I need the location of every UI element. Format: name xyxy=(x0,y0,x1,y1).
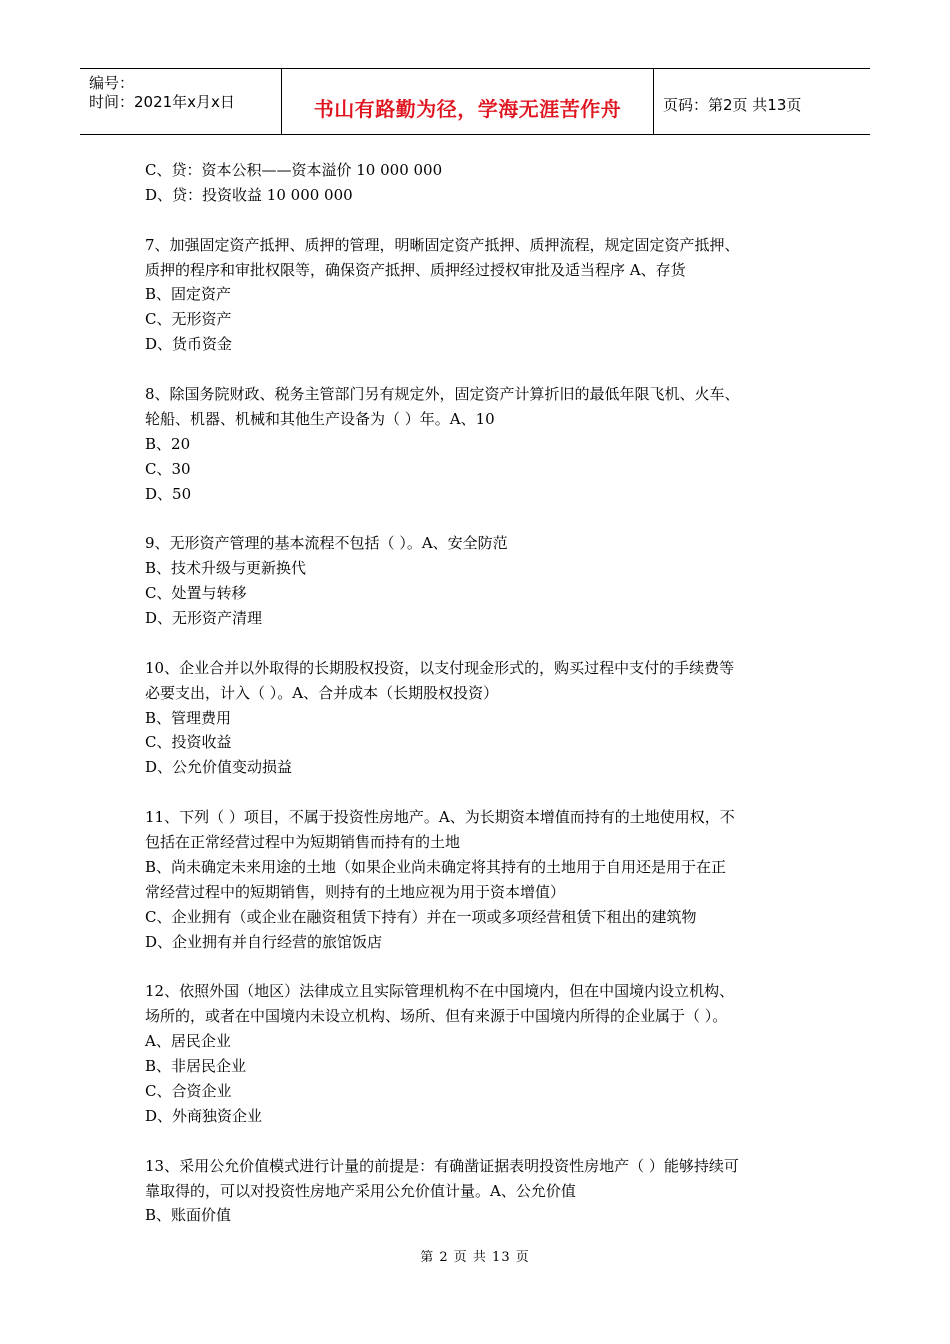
text-line: B、20 xyxy=(145,434,191,453)
paragraph-gap xyxy=(145,780,815,805)
paragraph-gap xyxy=(145,955,815,980)
text-line: D、企业拥有并自行经营的旅馆饭店 xyxy=(145,932,383,951)
text-line: D、贷：投资收益 10 000 000 xyxy=(145,185,353,204)
text-line: 7、加强固定资产抵押、质押的管理，明晰固定资产抵押、质押流程，规定固定资产抵押、 xyxy=(145,235,740,254)
text-line: 10、企业合并以外取得的长期股权投资，以支付现金形式的，购买过程中支付的手续费等 xyxy=(145,658,735,677)
text-line: C、投资收益 xyxy=(145,733,232,752)
paragraph-gap xyxy=(145,208,815,233)
number-label: 编号： xyxy=(89,74,135,92)
motto-text: 书山有路勤为径，学海无涯苦作舟 xyxy=(313,97,622,121)
text-line: 质押的程序和审批权限等，确保资产抵押、质押经过授权审批及适当程序 A、存货 xyxy=(145,260,686,279)
text-line: C、处置与转移 xyxy=(145,584,247,603)
text-line: 必要支出，计入（ ）。A、合并成本（长期股权投资） xyxy=(145,683,499,702)
text-line: D、公允价值变动损益 xyxy=(145,758,293,777)
header-motto-cell xyxy=(282,69,654,135)
page-header xyxy=(80,68,870,135)
text-line: B、技术升级与更新换代 xyxy=(145,559,307,578)
text-line: 场所的，或者在中国境内未设立机构、场所、但有来源于中国境内所得的企业属于（ ）。 xyxy=(145,1007,728,1026)
header-page-cell xyxy=(654,69,870,135)
text-line: D、外商独资企业 xyxy=(145,1106,263,1125)
text-line: 8、除国务院财政、税务主管部门另有规定外，固定资产计算折旧的最低年限飞机、火车、 xyxy=(145,385,740,404)
paragraph-gap xyxy=(145,1129,815,1154)
document-body xyxy=(145,158,815,1228)
page-number-label: 页码：第2页 共13页 xyxy=(663,96,802,114)
text-line: B、尚未确定未来用途的土地（如果企业尚未确定将其持有的土地用于自用还是用于在正 xyxy=(145,857,727,876)
text-line: D、货币资金 xyxy=(145,335,233,354)
text-line: C、无形资产 xyxy=(145,310,232,329)
text-line: C、合资企业 xyxy=(145,1081,232,1100)
text-line: 包括在正常经营过程中为短期销售而持有的土地 xyxy=(145,833,461,852)
paragraph-gap xyxy=(145,506,815,531)
text-line: A、居民企业 xyxy=(145,1032,231,1051)
text-line: B、账面价值 xyxy=(145,1206,232,1225)
text-line: C、30 xyxy=(145,459,191,478)
date-label: 时间：2021年x月x日 xyxy=(89,93,235,111)
page-footer: 第 2 页 共 13 页 xyxy=(420,1250,530,1265)
text-line: 靠取得的，可以对投资性房地产采用公允价值计量。A、公允价值 xyxy=(145,1181,576,1200)
header-info-cell xyxy=(80,69,282,135)
text-line: D、无形资产清理 xyxy=(145,609,263,628)
text-line: 9、无形资产管理的基本流程不包括（ ）。A、安全防范 xyxy=(145,534,508,553)
text-line: 13、采用公允价值模式进行计量的前提是：有确凿证据表明投资性房地产（ ）能够持续可 xyxy=(145,1156,739,1175)
text-line: 轮船、机器、机械和其他生产设备为（ ）年。A、10 xyxy=(145,409,495,428)
text-line: B、固定资产 xyxy=(145,285,232,304)
text-line: B、管理费用 xyxy=(145,708,232,727)
text-line: C、贷：资本公积——资本溢价 10 000 000 xyxy=(145,161,443,179)
text-line: C、企业拥有（或企业在融资租赁下持有）并在一项或多项经营租赁下租出的建筑物 xyxy=(145,907,697,926)
paragraph-gap xyxy=(145,631,815,656)
text-line: B、非居民企业 xyxy=(145,1057,247,1076)
text-line: 11、下列（ ）项目，不属于投资性房地产。A、为长期资本增值而持有的土地使用权，不 xyxy=(145,808,735,827)
text-line: 12、依照外国（地区）法律成立且实际管理机构不在中国境内，但在中国境内设立机构、 xyxy=(145,982,735,1001)
text-line: 常经营过程中的短期销售，则持有的土地应视为用于资本增值） xyxy=(145,882,566,901)
paragraph-gap xyxy=(145,357,815,382)
text-line: D、50 xyxy=(145,484,192,503)
